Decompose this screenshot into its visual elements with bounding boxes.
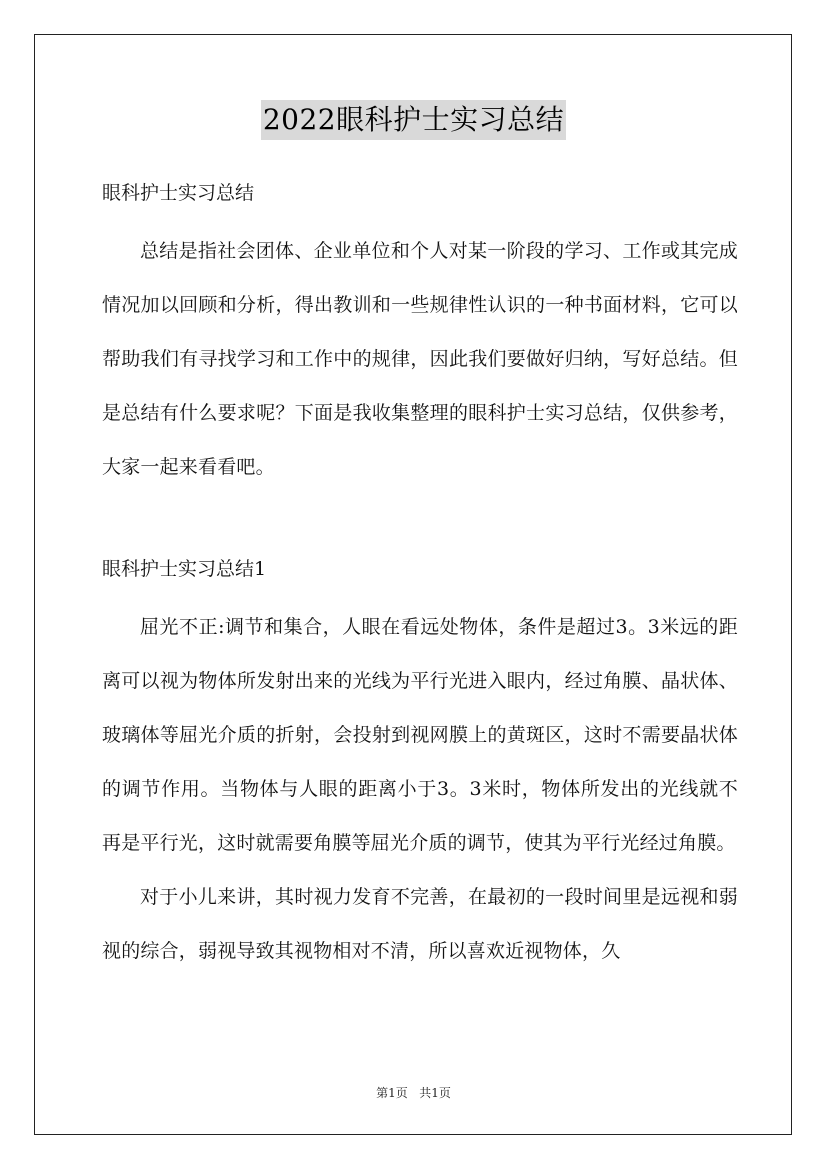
spacer xyxy=(102,494,738,546)
document-title: 2022眼科护士实习总结 xyxy=(261,100,566,140)
title-container xyxy=(0,100,827,140)
page-footer: 第1页 共1页 xyxy=(376,1086,451,1100)
spacer xyxy=(102,592,738,600)
spacer xyxy=(102,216,738,224)
section-heading: 眼科护士实习总结 xyxy=(102,182,255,204)
subheading-1: 眼科护士实习总结1 xyxy=(102,558,267,580)
paragraph-1: 屈光不正:调节和集合，人眼在看远处物体，条件是超过3。3米远的距离可以视为物体所发射出来的光线为平行光进入眼内，经过角膜、晶状体、玻璃体等屈光介质的折射，会投射到视网膜上的黄斑区，这时不需要晶状体的调节作用。当物体与人眼的距离小于3。3米时，物体所发出的光线就不再是平行光，这时就需要角膜等屈光介质的调节，使其为平行光经过角膜。 xyxy=(102,616,738,854)
paragraph-2: 对于小儿来讲，其时视力发育不完善，在最初的一段时间里是远视和弱视的综合，弱视导致其视物相对不清，所以喜欢近视物体，久 xyxy=(102,886,738,962)
intro-paragraph: 总结是指社会团体、企业单位和个人对某一阶段的学习、工作或其完成情况加以回顾和分析，得出教训和一些规律性认识的一种书面材料，它可以帮助我们有寻找学习和工作中的规律，因此我们要做好归纳，写好总结。但是总结有什么要求呢？下面是我收集整理的眼科护士实习总结，仅供参考，大家一起来看看吧。 xyxy=(102,240,738,478)
document-body xyxy=(102,170,738,978)
